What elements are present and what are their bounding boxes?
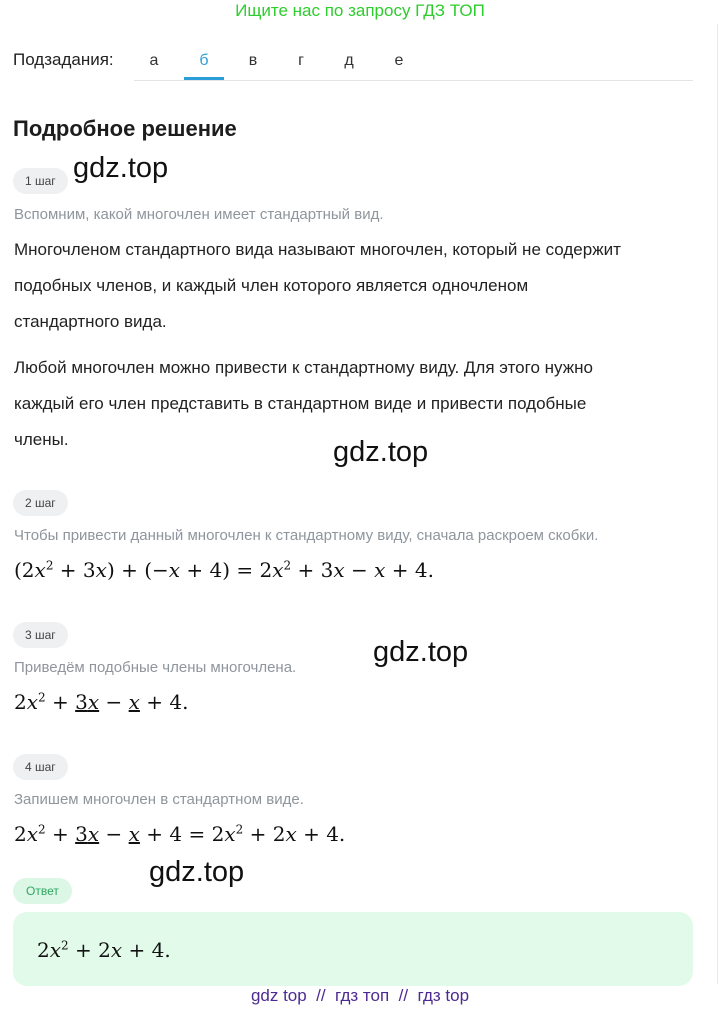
answer-formula: $2x^2 + 2x + 4$.	[37, 938, 171, 962]
watermark: gdz.top	[149, 856, 245, 888]
step-2-badge: 2 шаг	[13, 490, 68, 516]
page-title: Подробное решение	[13, 116, 237, 141]
step-1-paragraph-1	[14, 232, 694, 340]
tab-g[interactable]: г	[298, 52, 304, 69]
tab-v[interactable]: в	[248, 52, 258, 69]
tab-d[interactable]: д	[344, 52, 354, 69]
step-4-hint: Запишем многочлен в стандартном виде.	[14, 791, 304, 808]
tab-e[interactable]: е	[394, 52, 404, 69]
step-2-formula: $(2x^2 + 3x) + (-x + 4) = 2x^2 + 3x - x + 4$.	[14, 558, 434, 582]
text-line: Многочленом стандартного вида называют многочлен, который не содержит	[14, 240, 621, 259]
watermark: gdz.top	[373, 636, 469, 668]
text-line: каждый его член представить в стандартном виде и привести подобные	[14, 394, 587, 413]
step-3-badge: 3 шаг	[13, 622, 68, 648]
step-2-hint: Чтобы привести данный многочлен к стандартному виду, сначала раскроем скобки.	[14, 527, 599, 544]
watermark: gdz.top	[333, 436, 429, 468]
text-line: члены.	[14, 430, 69, 449]
footer-links[interactable]: gdz top // гдз топ // гдз top	[250, 986, 470, 1005]
tab-a[interactable]: а	[149, 52, 159, 69]
watermark: gdz.top	[73, 152, 169, 184]
answer-badge: Ответ	[13, 878, 72, 904]
text-line: стандартного вида.	[14, 312, 167, 331]
step-4-formula: $2x^2 + 3x - x + 4 = 2x^2 + 2x + 4$.	[14, 822, 346, 846]
search-banner: Ищите нас по запросу ГДЗ ТОП	[235, 1, 485, 20]
step-1-badge: 1 шаг	[13, 168, 68, 194]
subtasks-tabs	[134, 46, 693, 81]
step-3-formula: $2x^2 + 3x - x + 4$.	[14, 690, 189, 714]
answer-box	[13, 912, 693, 986]
text-line: подобных членов, и каждый член которого является одночленом	[14, 276, 529, 295]
subtasks-label: Подзадания:	[13, 50, 114, 69]
text-line: Любой многочлен можно привести к стандартному виду. Для этого нужно	[14, 358, 593, 377]
step-4-badge: 4 шаг	[13, 754, 68, 780]
step-3-hint: Приведём подобные члены многочлена.	[14, 659, 297, 676]
tab-b[interactable]: б	[184, 46, 224, 80]
step-1-hint: Вспомним, какой многочлен имеет стандартный вид.	[14, 206, 384, 223]
subtasks-bar	[13, 46, 693, 82]
page-edge-divider	[717, 24, 718, 984]
